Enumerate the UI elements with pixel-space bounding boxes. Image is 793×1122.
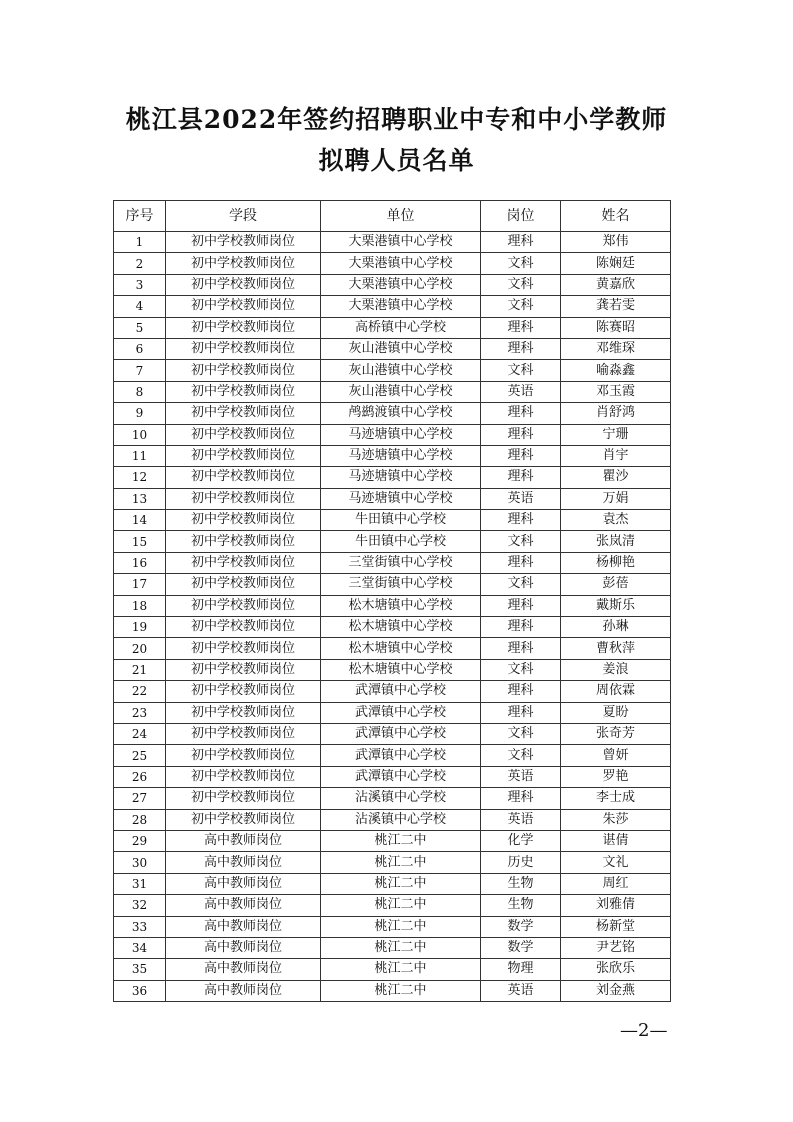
cell-stage: 初中学校教师岗位 xyxy=(166,232,321,253)
cell-stage: 初中学校教师岗位 xyxy=(166,274,321,295)
header-index: 序号 xyxy=(114,201,166,232)
table-row xyxy=(114,574,671,595)
cell-index: 34 xyxy=(114,937,166,958)
cell-index: 26 xyxy=(114,766,166,787)
cell-index: 2 xyxy=(114,253,166,274)
cell-name: 刘金燕 xyxy=(561,980,671,1001)
table-row xyxy=(114,895,671,916)
cell-post: 生物 xyxy=(481,873,561,894)
cell-unit: 松木塘镇中心学校 xyxy=(321,595,481,616)
cell-stage: 高中教师岗位 xyxy=(166,980,321,1001)
cell-stage: 初中学校教师岗位 xyxy=(166,338,321,359)
cell-post: 物理 xyxy=(481,959,561,980)
cell-index: 31 xyxy=(114,873,166,894)
cell-stage: 初中学校教师岗位 xyxy=(166,510,321,531)
cell-unit: 三堂街镇中心学校 xyxy=(321,574,481,595)
table-row xyxy=(114,531,671,552)
cell-post: 理科 xyxy=(481,403,561,424)
cell-unit: 鸬鹚渡镇中心学校 xyxy=(321,403,481,424)
cell-stage: 初中学校教师岗位 xyxy=(166,381,321,402)
table-row xyxy=(114,809,671,830)
cell-index: 15 xyxy=(114,531,166,552)
cell-name: 夏盼 xyxy=(561,702,671,723)
cell-unit: 松木塘镇中心学校 xyxy=(321,659,481,680)
table-row xyxy=(114,552,671,573)
cell-name: 郑伟 xyxy=(561,232,671,253)
cell-stage: 高中教师岗位 xyxy=(166,830,321,851)
cell-index: 23 xyxy=(114,702,166,723)
table-row xyxy=(114,467,671,488)
cell-index: 29 xyxy=(114,830,166,851)
cell-stage: 高中教师岗位 xyxy=(166,873,321,894)
cell-unit: 大栗港镇中心学校 xyxy=(321,232,481,253)
cell-unit: 牛田镇中心学校 xyxy=(321,510,481,531)
cell-name: 瞿沙 xyxy=(561,467,671,488)
cell-index: 3 xyxy=(114,274,166,295)
cell-post: 理科 xyxy=(481,510,561,531)
cell-unit: 松木塘镇中心学校 xyxy=(321,617,481,638)
cell-post: 理科 xyxy=(481,338,561,359)
cell-unit: 大栗港镇中心学校 xyxy=(321,253,481,274)
cell-unit: 三堂街镇中心学校 xyxy=(321,552,481,573)
cell-index: 28 xyxy=(114,809,166,830)
cell-index: 4 xyxy=(114,296,166,317)
cell-unit: 大栗港镇中心学校 xyxy=(321,296,481,317)
cell-name: 谌倩 xyxy=(561,830,671,851)
table-row xyxy=(114,916,671,937)
cell-post: 理科 xyxy=(481,617,561,638)
cell-index: 11 xyxy=(114,445,166,466)
table-row xyxy=(114,338,671,359)
table-row xyxy=(114,723,671,744)
cell-unit: 武潭镇中心学校 xyxy=(321,681,481,702)
cell-name: 喻淼鑫 xyxy=(561,360,671,381)
table-row xyxy=(114,980,671,1001)
cell-unit: 武潭镇中心学校 xyxy=(321,702,481,723)
table-row xyxy=(114,937,671,958)
cell-stage: 高中教师岗位 xyxy=(166,937,321,958)
cell-post: 理科 xyxy=(481,595,561,616)
cell-name: 周依霖 xyxy=(561,681,671,702)
cell-index: 14 xyxy=(114,510,166,531)
cell-index: 24 xyxy=(114,723,166,744)
cell-index: 32 xyxy=(114,895,166,916)
cell-index: 19 xyxy=(114,617,166,638)
table-row xyxy=(114,360,671,381)
cell-index: 5 xyxy=(114,317,166,338)
hiring-list-table xyxy=(113,200,671,1002)
cell-unit: 马迹塘镇中心学校 xyxy=(321,488,481,509)
cell-stage: 初中学校教师岗位 xyxy=(166,681,321,702)
cell-post: 理科 xyxy=(481,702,561,723)
cell-name: 万娟 xyxy=(561,488,671,509)
cell-post: 文科 xyxy=(481,360,561,381)
table-row xyxy=(114,830,671,851)
cell-stage: 初中学校教师岗位 xyxy=(166,531,321,552)
cell-index: 6 xyxy=(114,338,166,359)
cell-index: 20 xyxy=(114,638,166,659)
cell-unit: 马迹塘镇中心学校 xyxy=(321,445,481,466)
cell-post: 英语 xyxy=(481,980,561,1001)
cell-name: 陈赛昭 xyxy=(561,317,671,338)
cell-stage: 初中学校教师岗位 xyxy=(166,745,321,766)
cell-name: 刘雅倩 xyxy=(561,895,671,916)
cell-index: 8 xyxy=(114,381,166,402)
cell-name: 陈娴廷 xyxy=(561,253,671,274)
cell-post: 理科 xyxy=(481,467,561,488)
cell-stage: 初中学校教师岗位 xyxy=(166,360,321,381)
cell-name: 龚若雯 xyxy=(561,296,671,317)
cell-index: 21 xyxy=(114,659,166,680)
cell-name: 李士成 xyxy=(561,788,671,809)
cell-post: 理科 xyxy=(481,638,561,659)
cell-stage: 初中学校教师岗位 xyxy=(166,467,321,488)
cell-stage: 初中学校教师岗位 xyxy=(166,552,321,573)
cell-unit: 沾溪镇中心学校 xyxy=(321,809,481,830)
cell-stage: 初中学校教师岗位 xyxy=(166,488,321,509)
table-row xyxy=(114,766,671,787)
table-row xyxy=(114,403,671,424)
cell-unit: 松木塘镇中心学校 xyxy=(321,638,481,659)
cell-unit: 桃江二中 xyxy=(321,980,481,1001)
table-row xyxy=(114,873,671,894)
cell-post: 文科 xyxy=(481,574,561,595)
table-row xyxy=(114,510,671,531)
table-row xyxy=(114,638,671,659)
cell-name: 周红 xyxy=(561,873,671,894)
cell-stage: 初中学校教师岗位 xyxy=(166,445,321,466)
cell-name: 张岚清 xyxy=(561,531,671,552)
cell-unit: 桃江二中 xyxy=(321,959,481,980)
cell-post: 生物 xyxy=(481,895,561,916)
cell-unit: 灰山港镇中心学校 xyxy=(321,381,481,402)
cell-stage: 初中学校教师岗位 xyxy=(166,574,321,595)
cell-stage: 高中教师岗位 xyxy=(166,852,321,873)
cell-name: 杨新堂 xyxy=(561,916,671,937)
cell-name: 罗艳 xyxy=(561,766,671,787)
cell-stage: 初中学校教师岗位 xyxy=(166,702,321,723)
cell-index: 9 xyxy=(114,403,166,424)
cell-post: 化学 xyxy=(481,830,561,851)
header-unit: 单位 xyxy=(321,201,481,232)
cell-name: 曹秋萍 xyxy=(561,638,671,659)
cell-index: 30 xyxy=(114,852,166,873)
table-row xyxy=(114,659,671,680)
cell-index: 17 xyxy=(114,574,166,595)
table-row xyxy=(114,595,671,616)
cell-stage: 初中学校教师岗位 xyxy=(166,617,321,638)
cell-post: 理科 xyxy=(481,681,561,702)
table-row xyxy=(114,702,671,723)
cell-post: 文科 xyxy=(481,274,561,295)
cell-unit: 大栗港镇中心学校 xyxy=(321,274,481,295)
cell-name: 袁杰 xyxy=(561,510,671,531)
table-row xyxy=(114,445,671,466)
cell-unit: 马迹塘镇中心学校 xyxy=(321,467,481,488)
cell-post: 英语 xyxy=(481,381,561,402)
table-row xyxy=(114,852,671,873)
cell-unit: 桃江二中 xyxy=(321,873,481,894)
cell-index: 12 xyxy=(114,467,166,488)
table-header-row xyxy=(114,201,671,232)
cell-name: 彭蓓 xyxy=(561,574,671,595)
cell-unit: 武潭镇中心学校 xyxy=(321,723,481,744)
table-row xyxy=(114,617,671,638)
cell-name: 肖宇 xyxy=(561,445,671,466)
cell-stage: 高中教师岗位 xyxy=(166,916,321,937)
cell-post: 理科 xyxy=(481,788,561,809)
cell-post: 英语 xyxy=(481,488,561,509)
cell-unit: 牛田镇中心学校 xyxy=(321,531,481,552)
cell-name: 宁珊 xyxy=(561,424,671,445)
cell-name: 朱莎 xyxy=(561,809,671,830)
cell-unit: 灰山港镇中心学校 xyxy=(321,360,481,381)
document-title-line2: 拟聘人员名单 xyxy=(318,146,475,175)
table-row xyxy=(114,381,671,402)
table-row xyxy=(114,232,671,253)
cell-stage: 初中学校教师岗位 xyxy=(166,659,321,680)
cell-unit: 武潭镇中心学校 xyxy=(321,745,481,766)
cell-name: 邓玉霞 xyxy=(561,381,671,402)
cell-post: 英语 xyxy=(481,766,561,787)
cell-post: 英语 xyxy=(481,809,561,830)
cell-unit: 桃江二中 xyxy=(321,937,481,958)
cell-index: 7 xyxy=(114,360,166,381)
cell-name: 肖舒鸿 xyxy=(561,403,671,424)
cell-post: 文科 xyxy=(481,723,561,744)
table-row xyxy=(114,745,671,766)
cell-name: 孙琳 xyxy=(561,617,671,638)
cell-stage: 初中学校教师岗位 xyxy=(166,723,321,744)
cell-unit: 桃江二中 xyxy=(321,895,481,916)
cell-post: 历史 xyxy=(481,852,561,873)
cell-stage: 初中学校教师岗位 xyxy=(166,296,321,317)
cell-index: 25 xyxy=(114,745,166,766)
cell-name: 曾妍 xyxy=(561,745,671,766)
cell-stage: 初中学校教师岗位 xyxy=(166,788,321,809)
cell-unit: 桃江二中 xyxy=(321,852,481,873)
cell-name: 尹艺铭 xyxy=(561,937,671,958)
cell-post: 文科 xyxy=(481,659,561,680)
cell-stage: 初中学校教师岗位 xyxy=(166,766,321,787)
cell-stage: 高中教师岗位 xyxy=(166,959,321,980)
cell-name: 邓维琛 xyxy=(561,338,671,359)
cell-stage: 初中学校教师岗位 xyxy=(166,317,321,338)
cell-unit: 高桥镇中心学校 xyxy=(321,317,481,338)
cell-unit: 武潭镇中心学校 xyxy=(321,766,481,787)
cell-name: 姜浪 xyxy=(561,659,671,680)
table-row xyxy=(114,488,671,509)
cell-stage: 高中教师岗位 xyxy=(166,895,321,916)
cell-post: 文科 xyxy=(481,296,561,317)
cell-index: 13 xyxy=(114,488,166,509)
cell-index: 10 xyxy=(114,424,166,445)
cell-post: 理科 xyxy=(481,232,561,253)
cell-name: 戴斯乐 xyxy=(561,595,671,616)
table-row xyxy=(114,681,671,702)
table-row xyxy=(114,788,671,809)
cell-stage: 初中学校教师岗位 xyxy=(166,595,321,616)
table-row xyxy=(114,253,671,274)
cell-unit: 沾溪镇中心学校 xyxy=(321,788,481,809)
cell-stage: 初中学校教师岗位 xyxy=(166,253,321,274)
cell-unit: 灰山港镇中心学校 xyxy=(321,338,481,359)
header-name: 姓名 xyxy=(561,201,671,232)
document-title-line1: 桃江县2022年签约招聘职业中专和中小学教师 xyxy=(125,105,668,134)
page-number: —2— xyxy=(620,1020,668,1041)
cell-stage: 初中学校教师岗位 xyxy=(166,809,321,830)
cell-index: 35 xyxy=(114,959,166,980)
cell-post: 理科 xyxy=(481,424,561,445)
cell-unit: 桃江二中 xyxy=(321,916,481,937)
cell-index: 36 xyxy=(114,980,166,1001)
cell-post: 文科 xyxy=(481,531,561,552)
cell-stage: 初中学校教师岗位 xyxy=(166,638,321,659)
cell-index: 1 xyxy=(114,232,166,253)
table-row xyxy=(114,317,671,338)
header-post: 岗位 xyxy=(481,201,561,232)
cell-stage: 初中学校教师岗位 xyxy=(166,403,321,424)
cell-name: 张奇芳 xyxy=(561,723,671,744)
cell-index: 18 xyxy=(114,595,166,616)
header-stage: 学段 xyxy=(166,201,321,232)
cell-post: 理科 xyxy=(481,317,561,338)
table-row xyxy=(114,274,671,295)
cell-post: 文科 xyxy=(481,253,561,274)
cell-index: 16 xyxy=(114,552,166,573)
cell-index: 27 xyxy=(114,788,166,809)
cell-index: 22 xyxy=(114,681,166,702)
table-row xyxy=(114,424,671,445)
cell-name: 文礼 xyxy=(561,852,671,873)
cell-post: 理科 xyxy=(481,445,561,466)
cell-name: 黄嘉欣 xyxy=(561,274,671,295)
cell-name: 张欣乐 xyxy=(561,959,671,980)
cell-stage: 初中学校教师岗位 xyxy=(166,424,321,445)
cell-unit: 马迹塘镇中心学校 xyxy=(321,424,481,445)
cell-post: 文科 xyxy=(481,745,561,766)
cell-unit: 桃江二中 xyxy=(321,830,481,851)
cell-index: 33 xyxy=(114,916,166,937)
cell-post: 数学 xyxy=(481,916,561,937)
cell-post: 理科 xyxy=(481,552,561,573)
cell-post: 数学 xyxy=(481,937,561,958)
cell-name: 杨柳艳 xyxy=(561,552,671,573)
table-row xyxy=(114,959,671,980)
table-row xyxy=(114,296,671,317)
